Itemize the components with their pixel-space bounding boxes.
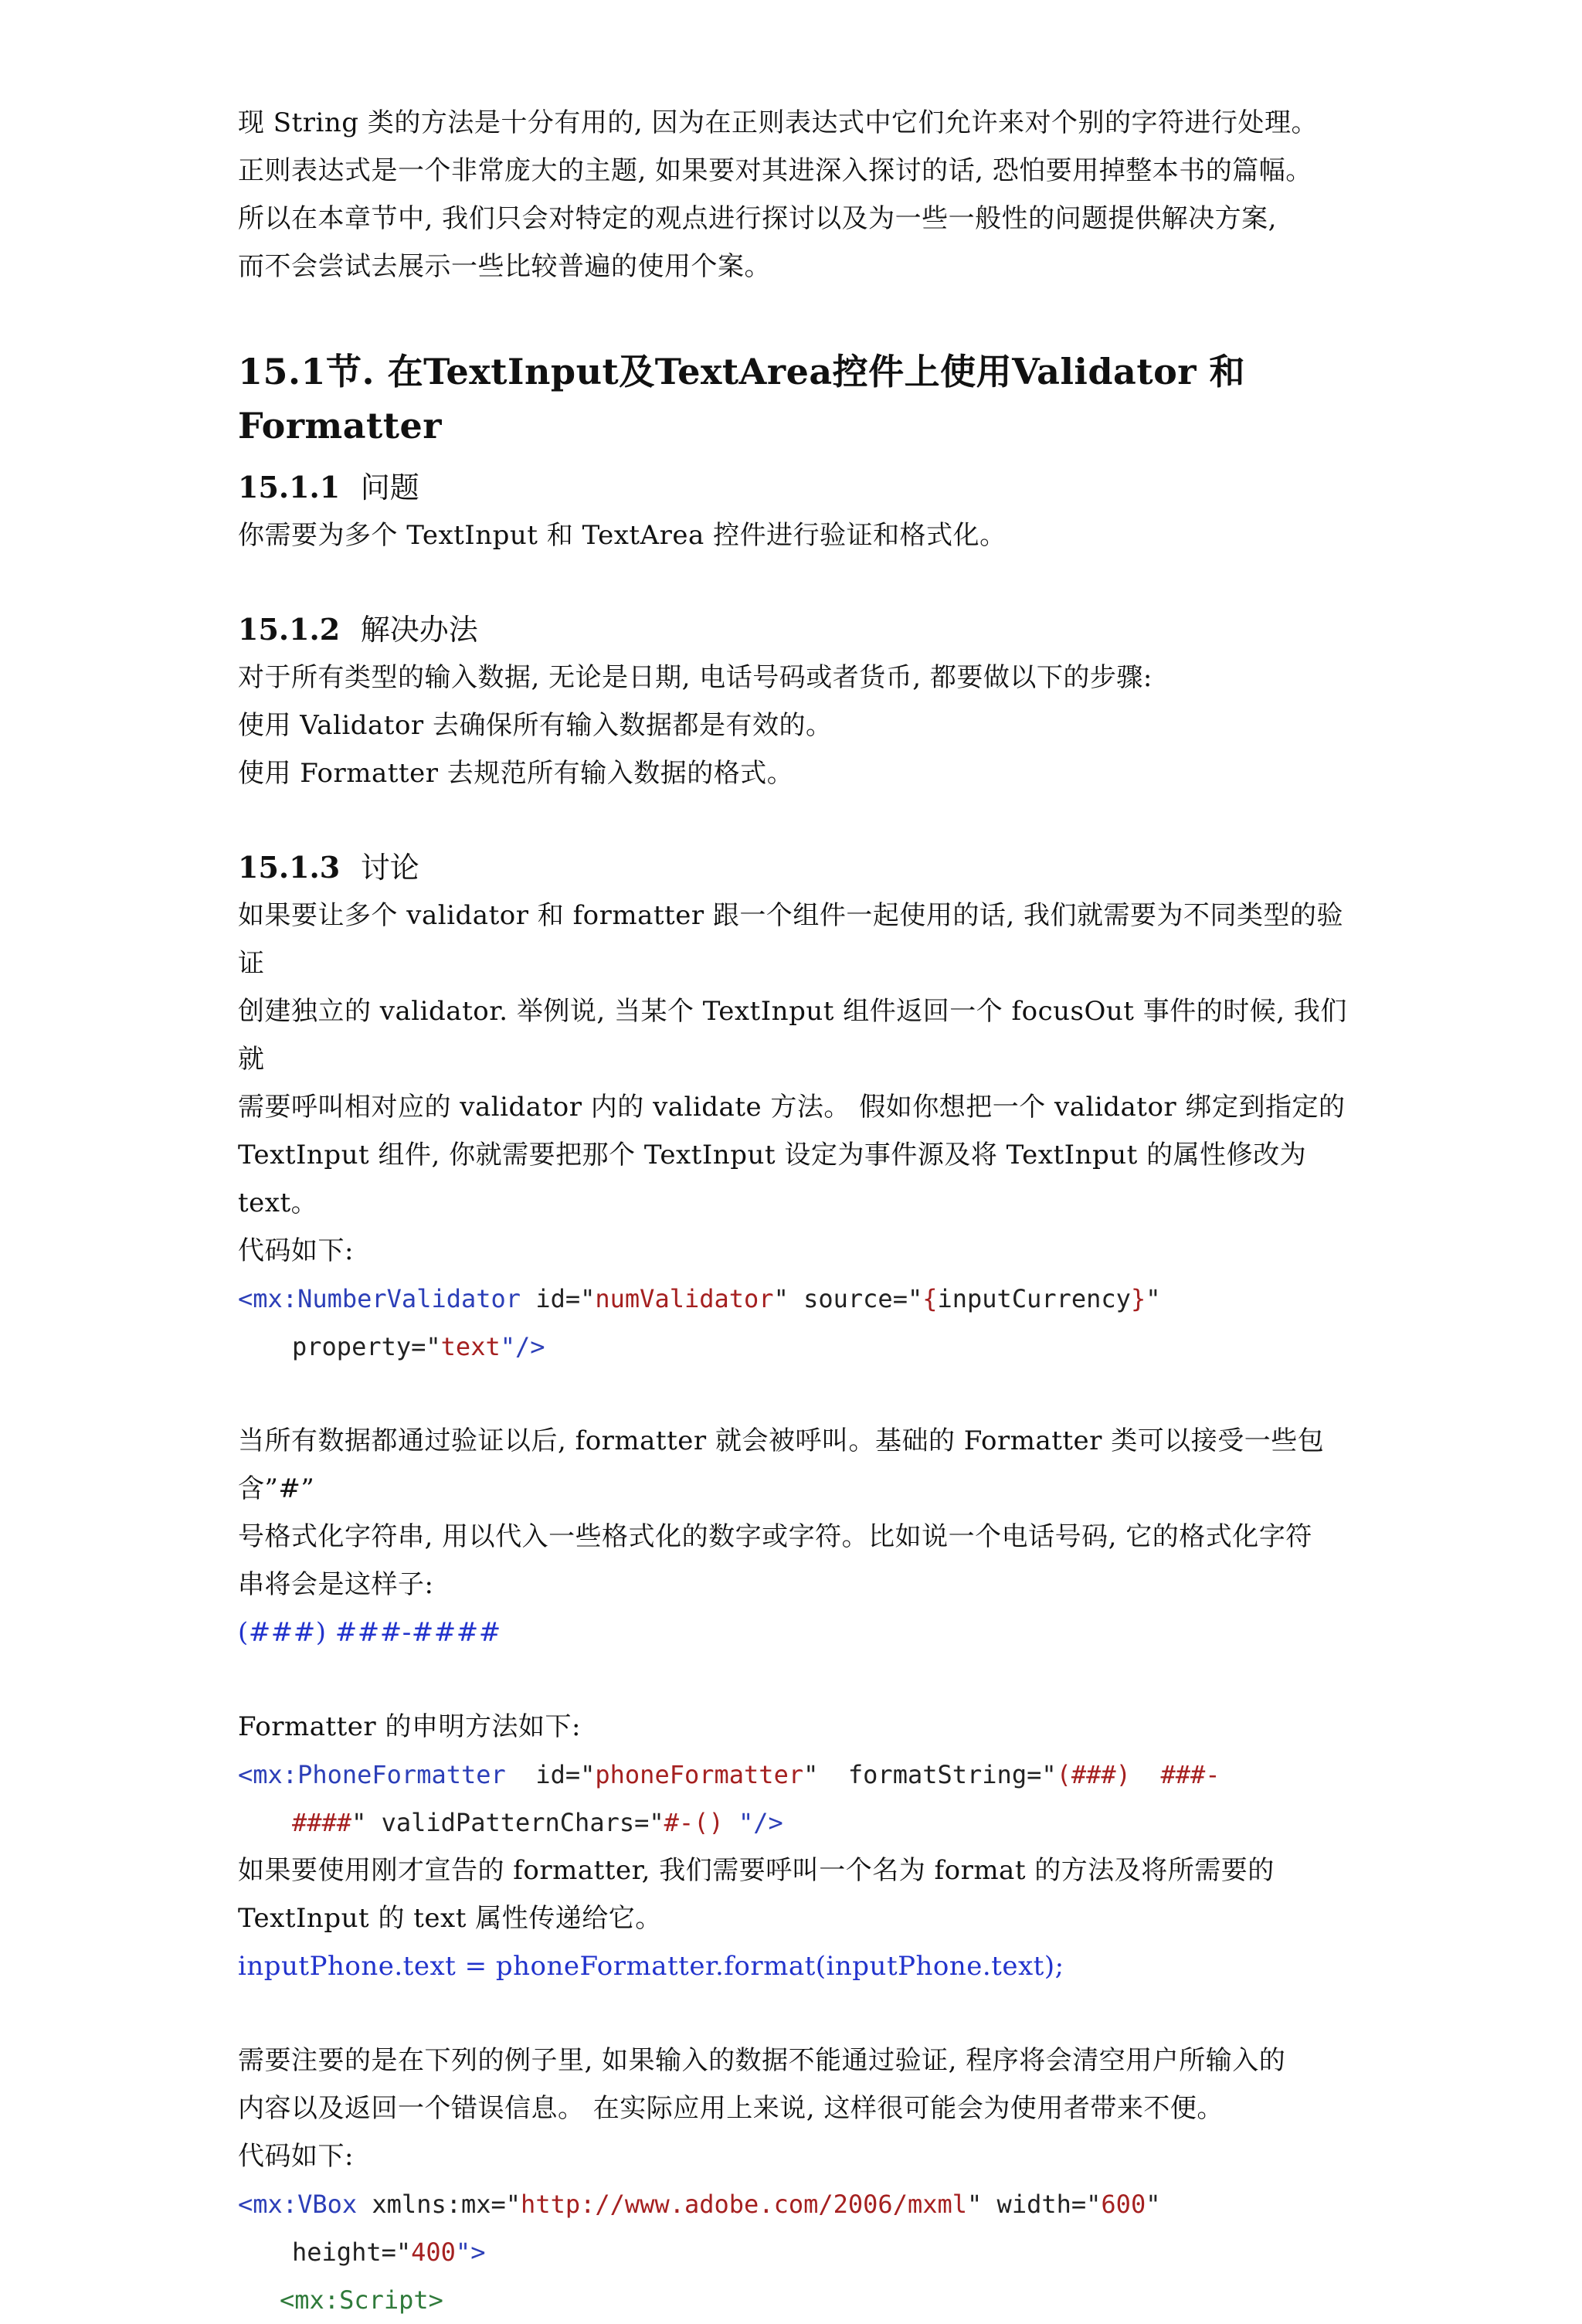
code-block-vbox xyxy=(238,2180,1360,2324)
discussion-line: 串将会是这样子: xyxy=(238,1569,434,1600)
subsection-number: 15.1.3 xyxy=(238,850,341,885)
document-page xyxy=(238,99,1360,2324)
code-line: property="text"/> xyxy=(292,1332,545,1361)
solution-line: 使用 Formatter 去规范所有输入数据的格式。 xyxy=(238,758,794,789)
discussion-line: 创建独立的 validator. 举例说, 当某个 TextInput 组件返回一个 focusOut 事件的时候, 我们就 xyxy=(238,996,1347,1075)
intro-line: 现 String 类的方法是十分有用的, 因为在正则表达式中它们允许来对个别的字符进行处理。 xyxy=(238,107,1318,138)
intro-line: 而不会尝试去展示一些比较普遍的使用个案。 xyxy=(238,251,771,282)
discussion-line: 代码如下: xyxy=(238,2141,354,2172)
discussion-line: 号格式化字符串, 用以代入一些格式化的数字或字符。比如说一个电话号码, 它的格式化字符 xyxy=(238,1521,1312,1552)
solution-line: 对于所有类型的输入数据, 无论是日期, 电话号码或者货币, 都要做以下的步骤: xyxy=(238,662,1153,693)
formatter-declaration-label: Formatter 的申明方法如下: xyxy=(238,1711,581,1742)
subsection-number: 15.1.2 xyxy=(238,612,341,647)
subsection-number: 15.1.1 xyxy=(238,470,341,505)
discussion-line: 内容以及返回一个错误信息。 在实际应用上来说, 这样很可能会为使用者带来不便。 xyxy=(238,2093,1224,2124)
intro-paragraph xyxy=(238,99,1360,290)
code-block-phone-formatter xyxy=(238,1751,1360,1847)
problem-body: 你需要为多个 TextInput 和 TextArea 控件进行验证和格式化。 xyxy=(238,520,1007,551)
code-line: <mx:PhoneFormatter id="phoneFormatter" formatString="(###) ###- xyxy=(238,1760,1220,1789)
discussion-line: 代码如下: xyxy=(238,1235,354,1266)
code-block-number-validator xyxy=(238,1275,1360,1371)
code-line: <mx:Script> xyxy=(280,2285,443,2315)
subsection-heading-problem xyxy=(238,464,1360,511)
subsection-title: 讨论 xyxy=(360,851,419,885)
subsection-heading-solution xyxy=(238,606,1360,654)
discussion-line: TextInput 的 text 属性传递给它。 xyxy=(238,1903,662,1934)
subsection-title: 解决办法 xyxy=(360,613,478,647)
intro-line: 正则表达式是一个非常庞大的主题, 如果要对其进深入探讨的话, 恐怕要用掉整本书的篇幅。 xyxy=(238,155,1312,186)
discussion-line: 需要注要的是在下列的例子里, 如果输入的数据不能通过验证, 程序将会清空用户所输入的 xyxy=(238,2045,1286,2076)
solution-line: 使用 Validator 去确保所有输入数据都是有效的。 xyxy=(238,710,833,741)
subsection-title: 问题 xyxy=(360,471,419,505)
discussion-line: 当所有数据都通过验证以后, formatter 就会被呼叫。基础的 Formatter 类可以接受一些包含”#” xyxy=(238,1425,1325,1504)
subsection-heading-discussion xyxy=(238,844,1360,892)
discussion-line: 如果要让多个 validator 和 formatter 跟一个组件一起使用的话, 我们就需要为不同类型的验证 xyxy=(238,900,1344,979)
discussion-line: 需要呼叫相对应的 validator 内的 validate 方法。 假如你想把一个 validator 绑定到指定的 xyxy=(238,1092,1346,1123)
intro-line: 所以在本章节中, 我们只会对特定的观点进行探讨以及为一些一般性的问题提供解决方案, xyxy=(238,203,1277,234)
code-line: <mx:NumberValidator id="numValidator" source="{inputCurrency}" xyxy=(238,1284,1161,1313)
code-format-call: inputPhone.text = phoneFormatter.format(inputPhone.text); xyxy=(238,1951,1064,1982)
discussion-line: TextInput 组件, 你就需要把那个 TextInput 设定为事件源及将 TextInput 的属性修改为 text。 xyxy=(238,1140,1307,1218)
discussion-line: 如果要使用刚才宣告的 formatter, 我们需要呼叫一个名为 format 的方法及将所需要的 xyxy=(238,1855,1275,1886)
code-line: <mx:VBox xmlns:mx="http://www.adobe.com/2006/mxml" width="600" xyxy=(238,2190,1161,2219)
section-title: 15.1节. 在TextInput及TextArea控件上使用Validator 和 Formatter xyxy=(238,351,1246,447)
format-string-example: (###) ###-#### xyxy=(238,1617,501,1648)
code-line: height="400"> xyxy=(292,2237,486,2267)
code-line: ####" validPatternChars="#-() "/> xyxy=(292,1808,783,1837)
